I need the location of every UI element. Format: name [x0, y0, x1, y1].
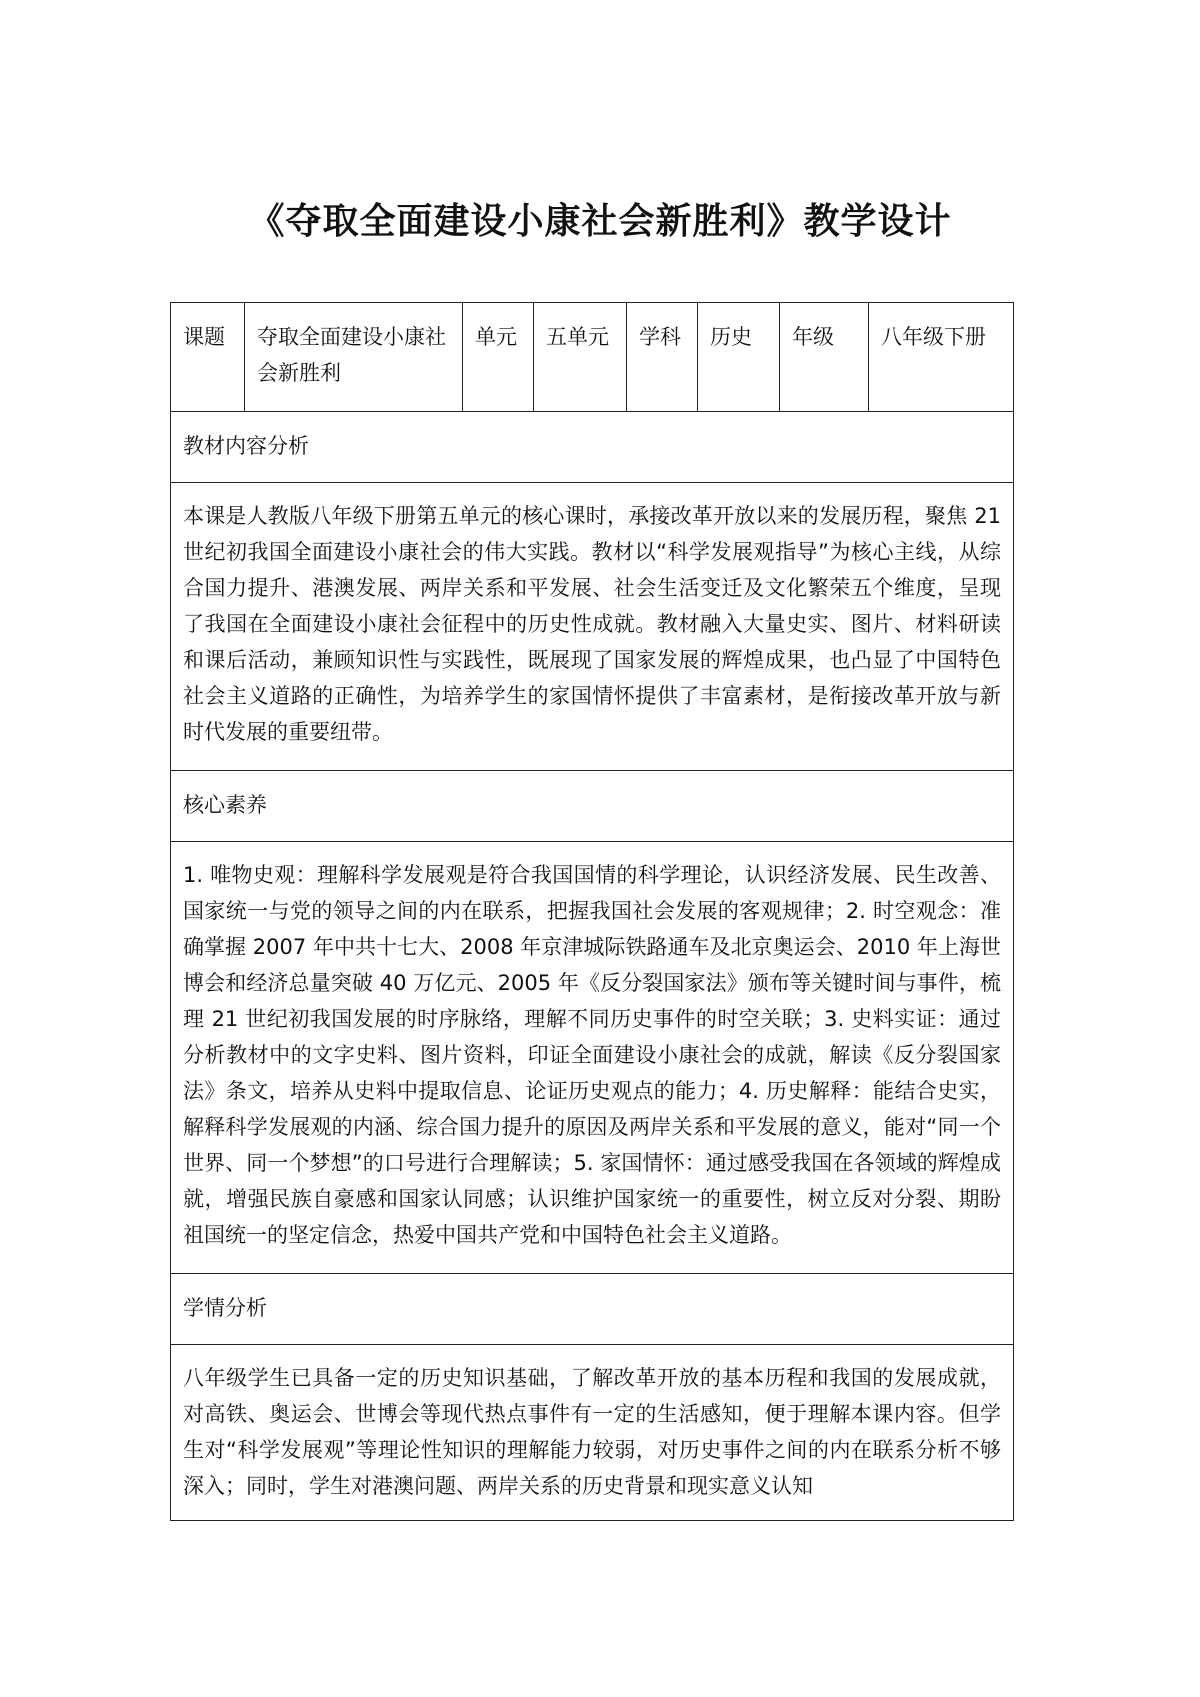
grade-label: 年级 — [792, 325, 834, 349]
students-body-cell — [171, 1345, 1014, 1521]
unit-value: 五单元 — [546, 325, 609, 349]
material-heading: 教材内容分析 — [183, 434, 309, 458]
unit-label: 单元 — [475, 325, 517, 349]
document-title: 《夺取全面建设小康社会新胜利》教学设计 — [248, 201, 952, 242]
students-heading: 学情分析 — [183, 1296, 267, 1320]
students-heading-row — [171, 1274, 1014, 1345]
material-heading-cell — [171, 412, 1014, 483]
material-body-row — [171, 483, 1014, 771]
subject-value-cell — [698, 303, 780, 412]
material-heading-row — [171, 412, 1014, 483]
unit-label-cell — [463, 303, 534, 412]
topic-label: 课题 — [183, 325, 225, 349]
students-heading-cell — [171, 1274, 1014, 1345]
lesson-design-table — [170, 302, 1014, 1521]
subject-label-cell — [627, 303, 698, 412]
literacy-heading-row — [171, 771, 1014, 842]
topic-value-cell — [245, 303, 463, 412]
literacy-body: 1. 唯物史观：理解科学发展观是符合我国国情的科学理论，认识经济发展、民生改善、国家统一与党的领导之间的内在联系，把握我国社会发展的客观规律；2. 时空观念：准确掌握 2007 年中共十七大、2008 年京津城际铁路通车及北京奥运会、2010 年上海世博会和经济总量突破 40 万亿元、2005 年《反分裂国家法》颁布等关键时间与事件，梳理 21 世纪初我国发展的时序脉络，理解不同历史事件的时空关联；3. 史料实证：通过分析教材中的文字史料、图片资料，印证全面建设小康社会的成就，解读《反分裂国家法》条文，培养从史料中提取信息、论证历史观点的能力；4. 历史解释：能结合史实，解释科学发展观的内涵、综合国力提升的原因及两岸关系和平发展的意义，能对“同一个世界、同一个梦想”的口号进行合理解读；5. 家国情怀：通过感受我国在各领域的辉煌成就，增强民族自豪感和国家认同感；认识维护国家统一的重要性，树立反对分裂、期盼祖国统一的坚定信念，热爱中国共产党和中国特色社会主义道路。 — [183, 863, 1001, 1247]
meta-row — [171, 303, 1014, 412]
unit-value-cell — [534, 303, 627, 412]
topic-value: 夺取全面建设小康社会新胜利 — [257, 325, 446, 385]
literacy-heading: 核心素养 — [183, 793, 267, 817]
subject-value: 历史 — [710, 325, 752, 349]
literacy-body-row — [171, 842, 1014, 1274]
literacy-body-cell — [171, 842, 1014, 1274]
grade-value-cell — [869, 303, 1014, 412]
students-body-row — [171, 1345, 1014, 1521]
literacy-heading-cell — [171, 771, 1014, 842]
material-body-cell — [171, 483, 1014, 771]
topic-label-cell — [171, 303, 245, 412]
material-body: 本课是人教版八年级下册第五单元的核心课时，承接改革开放以来的发展历程，聚焦 21 世纪初我国全面建设小康社会的伟大实践。教材以“科学发展观指导”为核心主线，从综合国力提升、港澳发展、两岸关系和平发展、社会生活变迁及文化繁荣五个维度，呈现了我国在全面建设小康社会征程中的历史性成就。教材融入大量史实、图片、材料研读和课后活动，兼顾知识性与实践性，既展现了国家发展的辉煌成果，也凸显了中国特色社会主义道路的正确性，为培养学生的家国情怀提供了丰富素材，是衔接改革开放与新时代发展的重要纽带。 — [183, 504, 1001, 744]
subject-label: 学科 — [639, 325, 681, 349]
students-body: 八年级学生已具备一定的历史知识基础，了解改革开放的基本历程和我国的发展成就，对高铁、奥运会、世博会等现代热点事件有一定的生活感知，便于理解本课内容。但学生对“科学发展观”等理论性知识的理解能力较弱，对历史事件之间的内在联系分析不够深入；同时，学生对港澳问题、两岸关系的历史背景和现实意义认知 — [183, 1366, 1001, 1498]
grade-value: 八年级下册 — [881, 325, 986, 349]
grade-label-cell — [780, 303, 869, 412]
